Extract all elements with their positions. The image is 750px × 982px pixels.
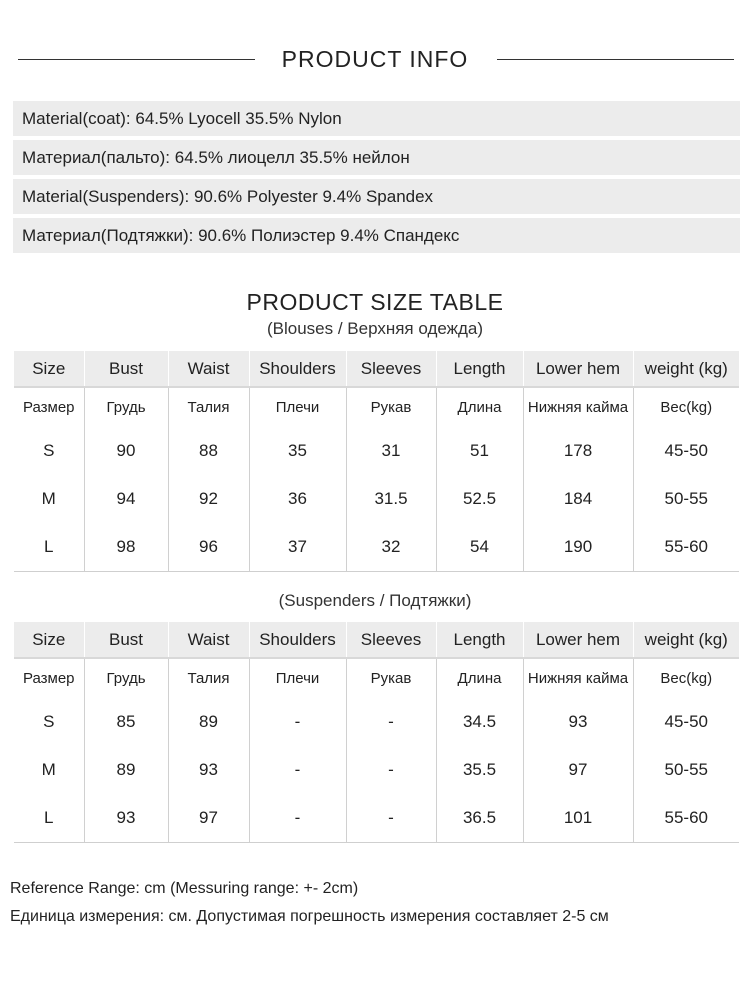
table-cell: 36.5 bbox=[436, 794, 523, 842]
table-cell: 184 bbox=[523, 475, 633, 523]
table-cell: 31 bbox=[346, 427, 436, 475]
table-cell: - bbox=[346, 698, 436, 746]
table-cell: 45-50 bbox=[664, 441, 708, 460]
header-cell: Длина bbox=[436, 658, 523, 698]
header-cell: Нижняя кайма bbox=[523, 387, 633, 427]
table-cell: 50-55 bbox=[664, 760, 708, 779]
table-cell: 93 bbox=[84, 794, 168, 842]
header-row-ru bbox=[14, 658, 739, 698]
table-cell: 32 bbox=[346, 523, 436, 571]
reference-range-ru: Единица измерения: см. Допустимая погрешность измерения составляет 2-5 см bbox=[10, 908, 609, 925]
material-info-list bbox=[13, 101, 740, 257]
table-cell: 97 bbox=[168, 794, 249, 842]
header-cell: weight (kg) bbox=[633, 351, 739, 387]
header-cell: Size bbox=[14, 622, 84, 658]
header-row-en bbox=[14, 622, 739, 658]
title-divider-right bbox=[497, 59, 734, 60]
header-cell: Bust bbox=[84, 622, 168, 658]
header-cell: Lower hem bbox=[523, 351, 633, 387]
header-cell: Размер bbox=[14, 658, 84, 698]
product-info-title: PRODUCT INFO bbox=[281, 46, 469, 72]
table-cell: L bbox=[14, 794, 84, 842]
table-cell: 98 bbox=[84, 523, 168, 571]
header-cell: Waist bbox=[168, 622, 249, 658]
material-suspenders-en: Material(Suspenders): 90.6% Polyester 9.4% Spandex bbox=[13, 179, 740, 214]
table-cell: 178 bbox=[523, 427, 633, 475]
table-cell: 35 bbox=[249, 427, 346, 475]
header-cell: Shoulders bbox=[249, 351, 346, 387]
table-cell: 34.5 bbox=[436, 698, 523, 746]
table-cell: 36 bbox=[249, 475, 346, 523]
table-cell: 89 bbox=[84, 746, 168, 794]
blouses-size-table bbox=[14, 351, 739, 572]
header-cell: Length bbox=[436, 351, 523, 387]
table-cell: M bbox=[14, 475, 84, 523]
table-cell: - bbox=[249, 794, 346, 842]
table-cell: 92 bbox=[168, 475, 249, 523]
table-cell: S bbox=[14, 427, 84, 475]
header-cell: Bust bbox=[84, 351, 168, 387]
table-cell: 93 bbox=[523, 698, 633, 746]
table-row bbox=[14, 698, 739, 746]
table-cell: 88 bbox=[168, 427, 249, 475]
table-cell: 35.5 bbox=[436, 746, 523, 794]
header-cell: Lower hem bbox=[523, 622, 633, 658]
reference-range-en: Reference Range: cm (Messuring range: +- 2cm) bbox=[10, 880, 359, 897]
header-cell: Нижняя кайма bbox=[523, 658, 633, 698]
header-cell: Sleeves bbox=[346, 622, 436, 658]
header-cell: Рукав bbox=[346, 658, 436, 698]
header-cell: Талия bbox=[168, 658, 249, 698]
table-cell: 96 bbox=[168, 523, 249, 571]
header-cell: Грудь bbox=[84, 387, 168, 427]
table-cell: 51 bbox=[436, 427, 523, 475]
table-cell: 50-55 bbox=[664, 489, 708, 508]
size-table-title: PRODUCT SIZE TABLE bbox=[246, 289, 504, 315]
header-cell: Sleeves bbox=[346, 351, 436, 387]
header-cell: Грудь bbox=[84, 658, 168, 698]
table-cell: 55-60 bbox=[633, 523, 739, 571]
suspenders-subtitle: (Suspenders / Подтяжки) bbox=[278, 591, 472, 610]
table-row bbox=[14, 746, 739, 794]
header-cell: Size bbox=[14, 351, 84, 387]
header-row-en bbox=[14, 351, 739, 387]
header-cell: Shoulders bbox=[249, 622, 346, 658]
header-cell: Вес(kg) bbox=[633, 658, 739, 698]
blouses-subtitle: (Blouses / Верхняя одежда) bbox=[266, 319, 484, 338]
table-cell: 85 bbox=[84, 698, 168, 746]
table-cell: 45-50 bbox=[664, 712, 708, 731]
suspenders-size-table bbox=[14, 622, 739, 843]
table-cell: M bbox=[14, 746, 84, 794]
table-cell: 54 bbox=[436, 523, 523, 571]
header-cell: Waist bbox=[168, 351, 249, 387]
table-cell: 94 bbox=[84, 475, 168, 523]
table-cell: - bbox=[346, 746, 436, 794]
table-row bbox=[14, 523, 739, 571]
header-cell: Плечи bbox=[249, 387, 346, 427]
table-cell: S bbox=[14, 698, 84, 746]
header-row-ru bbox=[14, 387, 739, 427]
table-cell: - bbox=[346, 794, 436, 842]
table-cell: 90 bbox=[84, 427, 168, 475]
table-cell: L bbox=[14, 523, 84, 571]
table-cell: 31.5 bbox=[346, 475, 436, 523]
table-cell: 97 bbox=[523, 746, 633, 794]
header-cell: Рукав bbox=[346, 387, 436, 427]
product-info-header bbox=[0, 42, 750, 78]
table-cell: 89 bbox=[168, 698, 249, 746]
table-cell: 93 bbox=[168, 746, 249, 794]
material-suspenders-ru: Материал(Подтяжки): 90.6% Полиэстер 9.4% Спандекс bbox=[13, 218, 740, 253]
header-cell: Вес(kg) bbox=[633, 387, 739, 427]
table-cell: 52.5 bbox=[436, 475, 523, 523]
header-cell: Длина bbox=[436, 387, 523, 427]
table-cell: 37 bbox=[249, 523, 346, 571]
table-cell: 190 bbox=[523, 523, 633, 571]
table-cell: 55-60 bbox=[633, 794, 739, 842]
header-cell: Размер bbox=[14, 387, 84, 427]
table-row bbox=[14, 475, 739, 523]
material-coat-en: Material(coat): 64.5% Lyocell 35.5% Nylon bbox=[13, 101, 740, 136]
table-row bbox=[14, 427, 739, 475]
table-cell: 101 bbox=[523, 794, 633, 842]
table-cell: - bbox=[249, 698, 346, 746]
header-cell: Length bbox=[436, 622, 523, 658]
table-cell: - bbox=[249, 746, 346, 794]
table-row bbox=[14, 794, 739, 842]
header-cell: Плечи bbox=[249, 658, 346, 698]
material-coat-ru: Материал(пальто): 64.5% лиоцелл 35.5% нейлон bbox=[13, 140, 740, 175]
header-cell: weight (kg) bbox=[633, 622, 739, 658]
header-cell: Талия bbox=[168, 387, 249, 427]
